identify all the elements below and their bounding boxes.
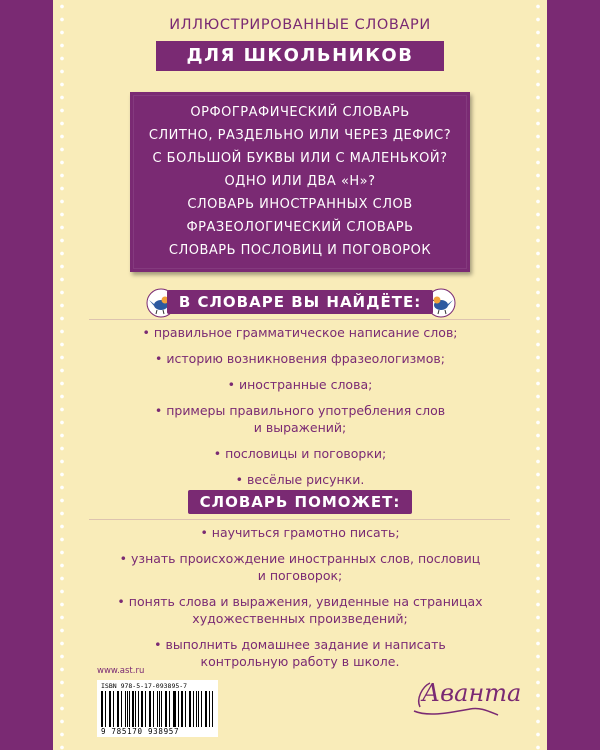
contents-box xyxy=(130,92,470,272)
list-item-line: • иностранные слова; xyxy=(227,377,373,392)
list-item xyxy=(93,350,507,367)
series-title: ИЛЛЮСТРИРОВАННЫЕ СЛОВАРИ xyxy=(169,17,431,33)
contents-item: С БОЛЬШОЙ БУКВЫ ИЛИ С МАЛЕНЬКОЙ? xyxy=(152,151,448,166)
list-item-line: • понять слова и выражения, увиденные на страницах xyxy=(117,594,483,609)
list-item-line: • историю возникновения фразеологизмов; xyxy=(155,351,445,366)
logo-lettering: Аванта xyxy=(422,679,522,707)
list-item xyxy=(93,376,507,393)
list-item-line: • научиться грамотно писать; xyxy=(200,525,400,540)
contents-item: СЛИТНО, РАЗДЕЛЬНО ИЛИ ЧЕРЕЗ ДЕФИС? xyxy=(148,128,452,143)
list-item-line: и выражений; xyxy=(253,420,347,435)
list-item-line: • выполнить домашнее задание и написать xyxy=(154,637,446,652)
barcode-block xyxy=(97,666,218,734)
contents-list xyxy=(130,101,470,262)
publisher-logo xyxy=(408,673,522,719)
contents-item: ОРФОГРАФИЧЕСКИЙ СЛОВАРЬ xyxy=(190,105,410,120)
list-item xyxy=(93,593,507,627)
contents-item: ОДНО ИЛИ ДВА «Н»? xyxy=(224,174,376,189)
list-item-line: • примеры правильного употребления слов xyxy=(154,403,446,418)
list-item xyxy=(93,471,507,488)
list-item xyxy=(93,550,507,584)
list-item xyxy=(93,324,507,341)
list-item-line: художественных произведений; xyxy=(192,611,408,626)
find-heading: В СЛОВАРЕ ВЫ НАЙДЁТЕ: xyxy=(53,290,547,314)
isbn-text: ISBN 978-5-17-093895-7 xyxy=(101,682,188,690)
list-item xyxy=(93,402,507,436)
contents-item: ФРАЗЕОЛОГИЧЕСКИЙ СЛОВАРЬ xyxy=(186,220,414,235)
list-item-line: и поговорок; xyxy=(257,568,343,583)
help-heading: СЛОВАРЬ ПОМОЖЕТ: xyxy=(53,490,547,514)
divider xyxy=(89,319,510,320)
list-item xyxy=(93,445,507,462)
isbn-box xyxy=(97,680,218,737)
list-item-line: • весёлые рисунки. xyxy=(235,472,365,487)
contents-item: СЛОВАРЬ ПОСЛОВИЦ И ПОГОВОРОК xyxy=(168,243,432,258)
divider xyxy=(89,519,510,520)
series-banner: ДЛЯ ШКОЛЬНИКОВ xyxy=(168,41,432,71)
contents-item: СЛОВАРЬ ИНОСТРАННЫХ СЛОВ xyxy=(187,197,413,212)
list-item xyxy=(93,524,507,541)
list-item-line: • узнать происхождение иностранных слов, пословиц xyxy=(119,551,481,566)
list-item xyxy=(93,636,507,670)
cover-panel xyxy=(53,0,547,750)
list-item-line: контрольную работу в школе. xyxy=(200,654,400,669)
barcode-icon xyxy=(101,691,214,727)
list-item-line: • правильное грамматическое написание слов; xyxy=(142,325,458,340)
barcode-digits: 9 785170 938957 xyxy=(101,727,180,736)
help-list xyxy=(53,524,547,679)
list-item-line: • пословицы и поговорки; xyxy=(213,446,387,461)
find-list xyxy=(53,324,547,497)
website-text: www.ast.ru xyxy=(97,666,145,676)
